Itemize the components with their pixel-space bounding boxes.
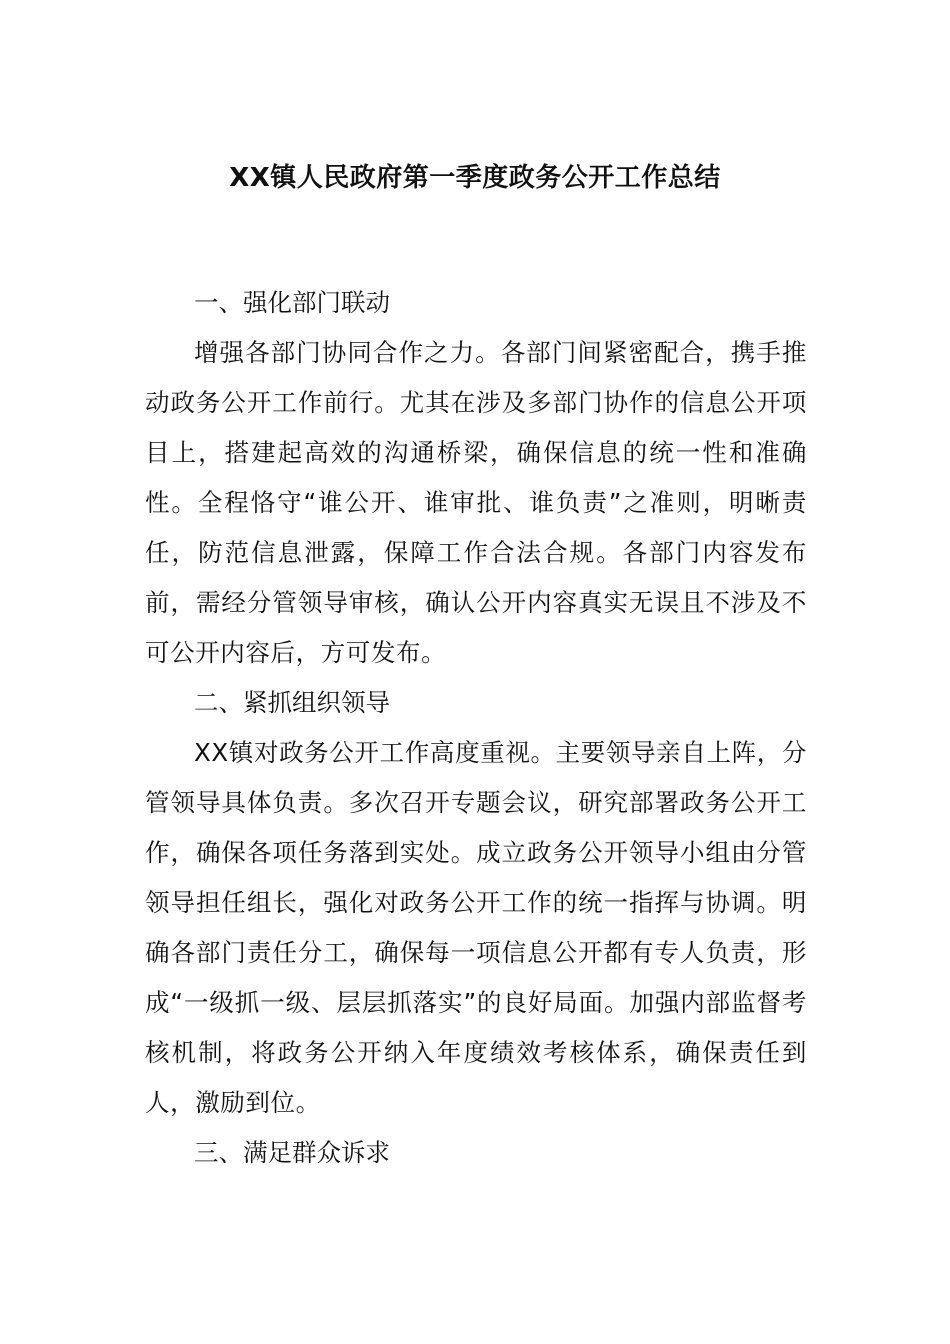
section-paragraph-2: XX镇对政务公开工作高度重视。主要领导亲自上阵，分管领导具体负责。多次召开专题会议，研究部署政务公开工作，确保各项任务落到实处。成立政务公开领导小组由分管领导担任组长，强化对政务公开工作的统一指挥与协调。明确各部门责任分工，确保每一项信息公开都有专人负责，形成“一级抓一级、层层抓落实”的良好局面。加强内部监督考核机制，将政务公开纳入年度绩效考核体系，确保责任到人，激励到位。 bbox=[145, 738, 807, 1117]
section-heading-2: 二、紧抓组织领导 bbox=[194, 688, 390, 717]
section-paragraph-1: 增强各部门协同合作之力。各部门间紧密配合，携手推动政务公开工作前行。尤其在涉及多部门协作的信息公开项目上，搭建起高效的沟通桥梁，确保信息的统一性和准确性。全程恪守“谁公开、谁审批、谁负责”之准则，明晰责任，防范信息泄露，保障工作合法合规。各部门内容发布前，需经分管领导审核，确认公开内容真实无误且不涉及不可公开内容后，方可发布。 bbox=[145, 338, 807, 667]
section-heading-3: 三、满足群众诉求 bbox=[194, 1138, 390, 1167]
section-heading-1: 一、强化部门联动 bbox=[194, 288, 390, 317]
document-title: XX镇人民政府第一季度政务公开工作总结 bbox=[229, 163, 721, 193]
document-body bbox=[145, 278, 807, 1178]
